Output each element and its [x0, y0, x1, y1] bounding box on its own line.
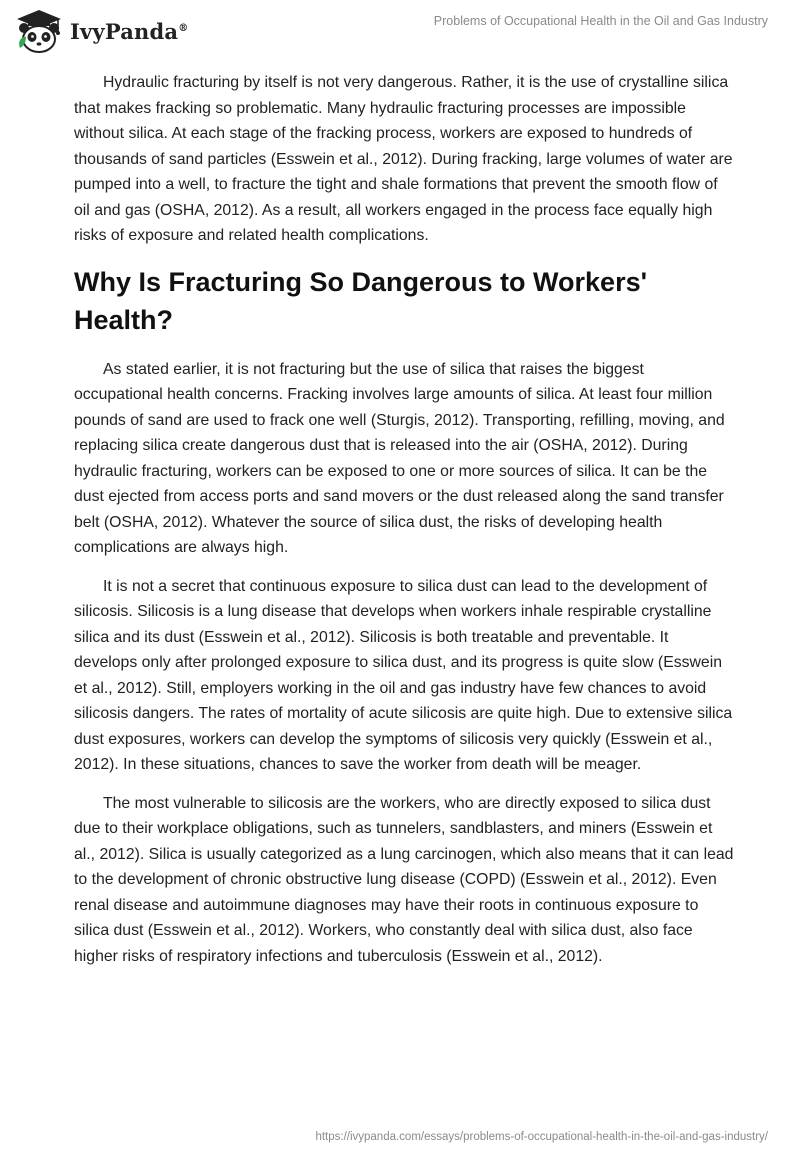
paragraph: The most vulnerable to silicosis are the workers, who are directly exposed to silica dust due to their workplace obligations, such as tunnelers, sandblasters, and miners (Esswein et al., 2012). Silica is usually categorized as a lung carcinogen, which also means that it can lead to the development of chronic obstructive lung disease (COPD) (Esswein et al., 2012). Even renal disease and autoimmune diagnoses may have their roots in continuous exposure to silica dust (Esswein et al., 2012). Workers, who constantly deal with silica dust, also face higher risks of respiratory infections and tuberculosis (Esswein et al., 2012). [74, 794, 734, 965]
page-header [0, 0, 800, 64]
paragraph: Hydraulic fracturing by itself is not very dangerous. Rather, it is the use of crystalline silica that makes fracking so problematic. Many hydraulic fracturing processes are impossible without silica. At each stage of the fracking process, workers are exposed to hundreds of thousands of sand particles (Esswein et al., 2012). During fracking, large volumes of water are pumped into a well, to fracture the tight and shale formations that prevent the smooth flow of oil and gas (OSHA, 2012). As a result, all workers engaged in the process face equally high risks of exposure and related health complications. [74, 74, 733, 244]
paragraph: It is not a secret that continuous exposure to silica dust can lead to the development of silicosis. Silicosis is a lung disease that develops when workers inhale respirable crystalline silica and its dust (Esswein et al., 2012). Silicosis is both treatable and preventable. It develops only after prolonged exposure to silica dust, and its progress is quite slow (Esswein et al., 2012). Still, employers working in the oil and gas industry have few chances to avoid silicosis dangers. The rates of mortality of acute silicosis are quite high. Due to extensive silica dust exposures, workers can develop the symptoms of silicosis very quickly (Esswein et al., 2012). In these situations, chances to save the worker from death will be meager. [74, 577, 733, 773]
registered-mark: ® [178, 22, 189, 34]
section-heading: Why Is Fracturing So Dangerous to Workers' Health? [74, 266, 648, 335]
paragraph: As stated earlier, it is not fracturing but the use of silica that raises the biggest occupational health concerns. Fracking involves large amounts of silica. At least four million pounds of sand are used to frack one well (Sturgis, 2012). Transporting, refilling, moving, and replacing silica create dangerous dust that is released into the air (OSHA, 2012). During hydraulic fracturing, workers can be exposed to one or more sources of silica. It can be the dust ejected from access ports and sand movers or the dust released along the sand transfer belt (OSHA, 2012). Whatever the source of silica dust, the risks of developing health complications are always high. [74, 360, 725, 556]
brand-name: IvyPanda® [70, 18, 189, 44]
panda-graduate-icon [14, 8, 64, 54]
source-url[interactable]: https://ivypanda.com/essays/problems-of-occupational-health-in-the-oil-and-gas-industry/ [315, 1131, 768, 1143]
ivypanda-logo[interactable] [14, 8, 188, 54]
essay-body [74, 70, 734, 982]
document-title: Problems of Occupational Health in the Oil and Gas Industry [433, 14, 768, 28]
